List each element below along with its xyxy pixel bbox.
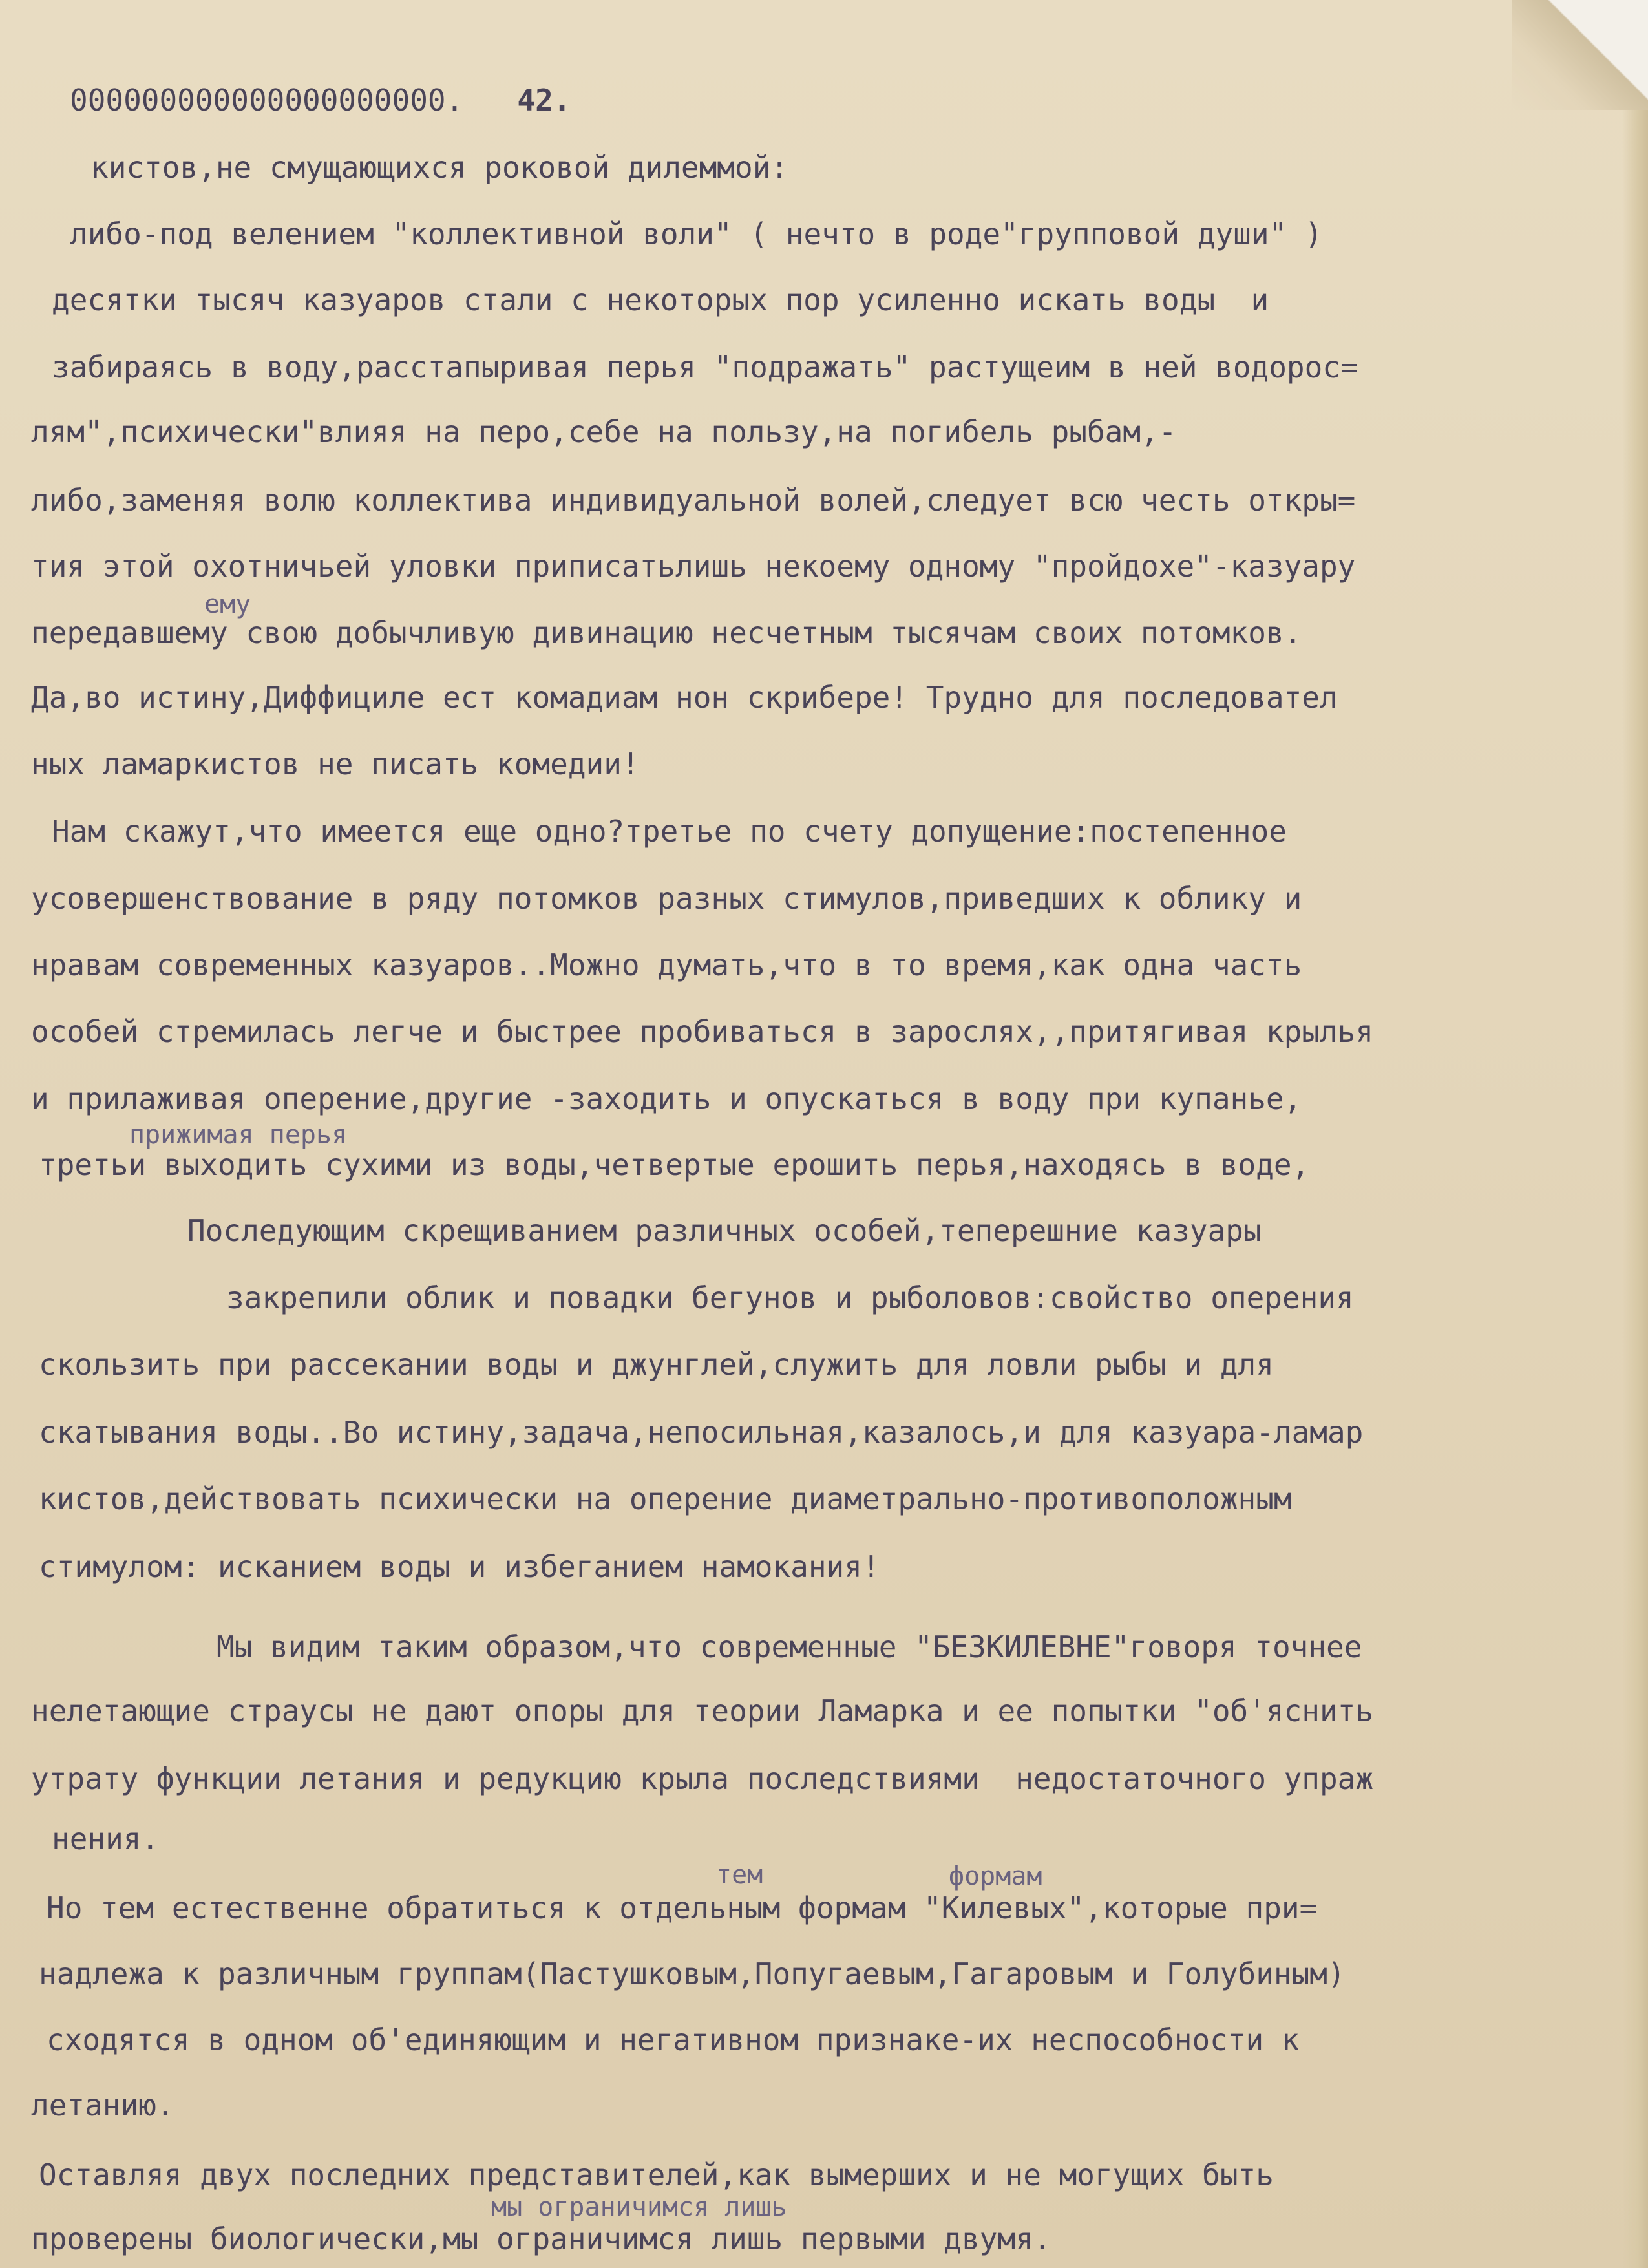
text-line: тия этой охотничьей уловки приписатьлишь некоему одному "пройдохе"-казуару xyxy=(31,549,1356,584)
text-line: Мы видим таким образом,что современные "БЕЗКИЛЕВНЕ"говоря точнее xyxy=(217,1629,1362,1664)
text-line: и прилаживая оперение,другие -заходить и опускаться в воду при купанье, xyxy=(31,1081,1302,1116)
interlinear-insert: формам xyxy=(949,1861,1042,1891)
text-line: лям",психически"влияя на перо,себе на пользу,на погибель рыбам,- xyxy=(31,414,1177,449)
text-line: Да,во истину,Диффициле ест комадиам нон скрибере! Трудно для последовател xyxy=(31,680,1338,715)
text-line: Последующим скрещиванием различных особей,теперешние казуары xyxy=(187,1213,1262,1248)
text-line: передавшему свою добычливую дивинацию несчетным тысячам своих потомков. xyxy=(31,615,1302,650)
text-line: десятки тысяч казуаров стали с некоторых пор усиленно искать воды и xyxy=(52,282,1269,317)
text-line: проверены биологически,мы ограничимся лишь первыми двумя. xyxy=(31,2221,1051,2256)
text-line: летанию. xyxy=(31,2088,174,2123)
text-line: надлежа к различным группам(Пастушковым,Попугаевым,Гагаровым и Голубиным) xyxy=(39,1956,1346,1991)
header-line xyxy=(70,83,571,118)
text-line: кистов,действовать психически на оперение диаметрально-противоположным xyxy=(39,1481,1292,1516)
text-line: скатывания воды..Во истину,задача,непосильная,казалось,и для казуара-ламар xyxy=(39,1415,1364,1450)
text-line: кистов,не смущающихся роковой дилеммой: xyxy=(90,150,789,185)
text-line: Нам скажут,что имеется еще одно?третье по счету допущение:постепенное xyxy=(52,814,1287,849)
interlinear-insert: тем xyxy=(716,1860,763,1890)
header-code: 000000000000000000000. xyxy=(70,83,464,118)
text-line: утрату функции летания и редукцию крыла последствиями недостаточного упраж xyxy=(31,1761,1374,1796)
text-line: либо-под велением "коллективной воли" ( нечто в роде"групповой души" ) xyxy=(70,217,1323,251)
text-line: закрепили облик и повадки бегунов и рыболовов:свойство оперения xyxy=(226,1280,1354,1315)
paper-edge xyxy=(1622,0,1648,2268)
folded-corner xyxy=(1512,0,1648,110)
text-line: скользить при рассекании воды и джунглей,служить для ловли рыбы и для xyxy=(39,1347,1274,1382)
text-line: нения. xyxy=(52,1821,160,1856)
text-line: особей стремилась легче и быстрее пробиваться в зарослях,,притягивая крылья xyxy=(31,1014,1374,1049)
text-line: сходятся в одном об'единяющим и негативном признаке-их неспособности к xyxy=(47,2022,1300,2057)
text-line: забираясь в воду,расстапыривая перья "подражать" растущеим в ней водорос= xyxy=(52,350,1358,385)
text-line: нравам современных казуаров..Можно думать,что в то время,как одна часть xyxy=(31,948,1302,982)
interlinear-insert: мы ограничимся лишь xyxy=(491,2192,787,2222)
text-line: усовершенствование в ряду потомков разных стимулов,приведших к облику и xyxy=(31,881,1302,916)
text-line: стимулом: исканием воды и избеганием намокания! xyxy=(39,1549,880,1584)
page-number: 42. xyxy=(517,83,571,118)
interlinear-insert: ему xyxy=(204,589,251,619)
text-line: третьи выходить сухими из воды,четвертые ерошить перья,находясь в воде, xyxy=(39,1147,1310,1182)
interlinear-insert: прижимая перья xyxy=(129,1120,348,1150)
text-line: либо,заменяя волю коллектива индивидуальной волей,следует всю честь откры= xyxy=(31,483,1356,518)
text-line: Но тем естественне обратиться к отдельным формам "Килевых",которые при= xyxy=(47,1891,1318,1925)
text-line: Оставляя двух последних представителей,как вымерших и не могущих быть xyxy=(39,2157,1274,2192)
text-line: ных ламаркистов не писать комедии! xyxy=(31,747,640,781)
text-line: нелетающие страусы не дают опоры для теории Ламарка и ее попытки "об'яснить xyxy=(31,1693,1374,1728)
